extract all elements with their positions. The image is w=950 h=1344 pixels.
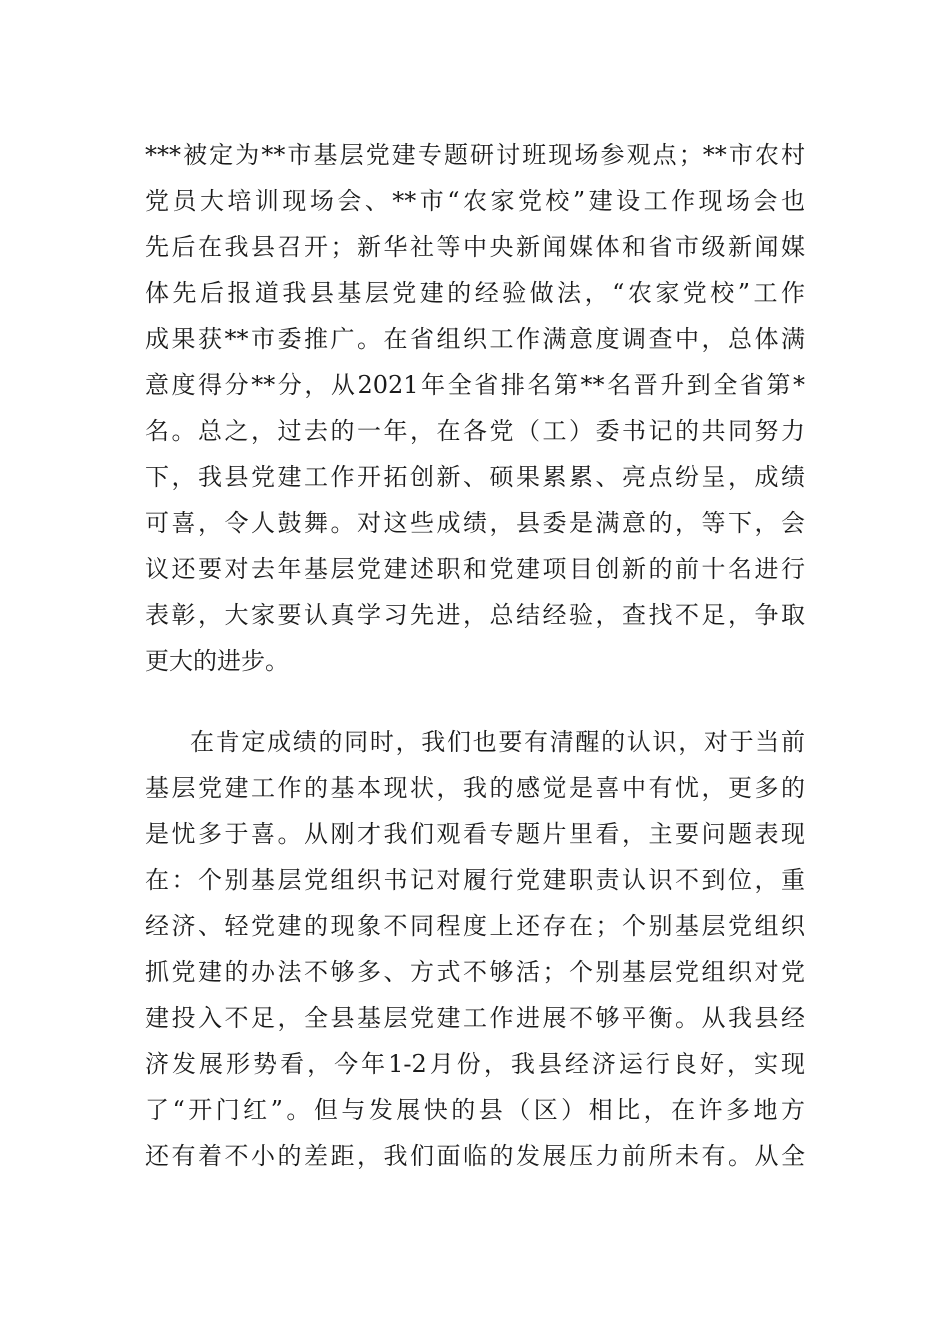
text-line: 在：个别基层党组织书记对履行党建职责认识不到位，重 — [145, 866, 805, 894]
text-line: 更大的进步。 — [145, 647, 289, 675]
text-line: 在肯定成绩的同时，我们也要有清醒的认识，对于当前 — [190, 728, 805, 756]
text-line: ***被定为**市基层党建专题研讨班现场参观点；**市农村 — [145, 141, 805, 169]
text-line: 体先后报道我县基层党建的经验做法，“农家党校”工作 — [145, 279, 805, 307]
text-line: 还有着不小的差距，我们面临的发展压力前所未有。从全 — [145, 1142, 805, 1170]
text-line: 济发展形势看，今年1-2月份，我县经济运行良好，实现 — [145, 1050, 805, 1078]
text-line: 名。总之，过去的一年，在各党（工）委书记的共同努力 — [145, 417, 805, 445]
text-line: 意度得分**分，从2021年全省排名第**名晋升到全省第* — [145, 371, 805, 399]
text-line: 基层党建工作的基本现状，我的感觉是喜中有忧，更多的 — [145, 774, 805, 802]
text-line: 是忧多于喜。从刚才我们观看专题片里看，主要问题表现 — [145, 820, 805, 848]
text-line: 表彰，大家要认真学习先进，总结经验，查找不足，争取 — [145, 601, 805, 629]
text-line: 党员大培训现场会、**市“农家党校”建设工作现场会也 — [145, 187, 805, 215]
text-line: 先后在我县召开；新华社等中央新闻媒体和省市级新闻媒 — [145, 233, 805, 261]
text-line: 成果获**市委推广。在省组织工作满意度调查中，总体满 — [145, 325, 805, 353]
text-line: 了“开门红”。但与发展快的县（区）相比，在许多地方 — [145, 1096, 805, 1124]
text-line: 建投入不足，全县基层党建工作进展不够平衡。从我县经 — [145, 1004, 805, 1032]
text-line: 可喜，令人鼓舞。对这些成绩，县委是满意的，等下，会 — [145, 509, 805, 537]
text-line: 抓党建的办法不够多、方式不够活；个别基层党组织对党 — [145, 958, 805, 986]
text-line: 议还要对去年基层党建述职和党建项目创新的前十名进行 — [145, 555, 805, 583]
text-line: 下，我县党建工作开拓创新、硕果累累、亮点纷呈，成绩 — [145, 463, 805, 491]
text-line: 经济、轻党建的现象不同程度上还存在；个别基层党组织 — [145, 912, 805, 940]
